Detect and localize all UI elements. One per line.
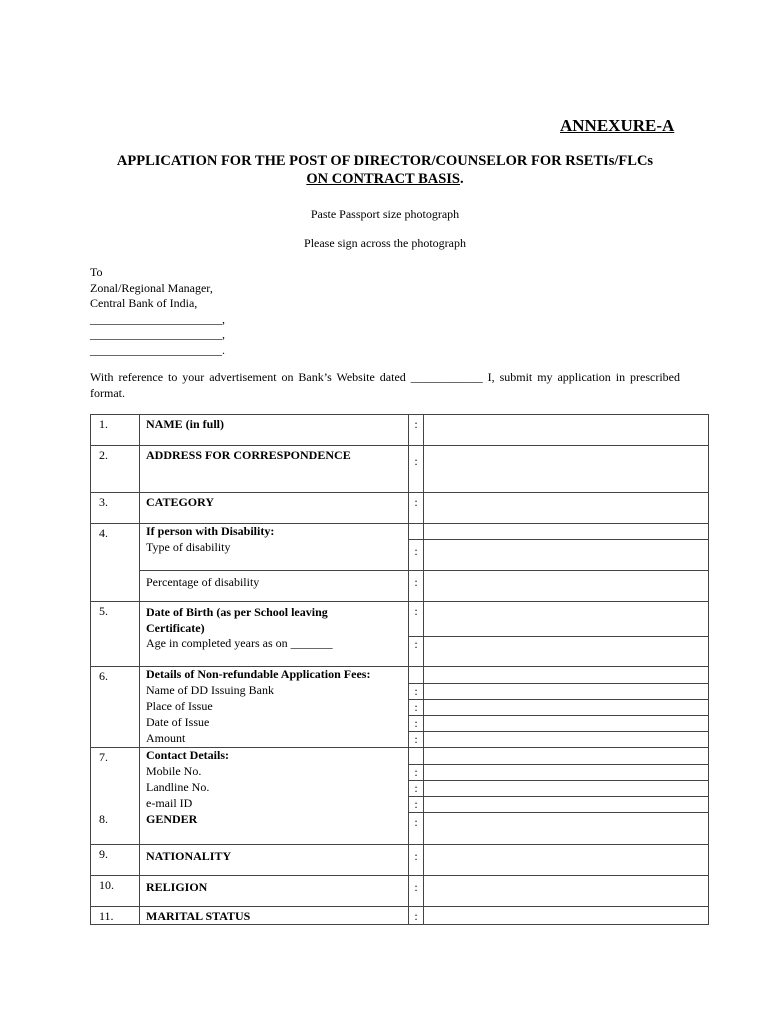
table-row	[91, 875, 709, 906]
colon-empty	[409, 666, 424, 683]
addressee-blank2: ______________________,	[90, 327, 225, 341]
addressee-blank3: ______________________.	[90, 342, 225, 357]
table-row	[91, 844, 709, 875]
table-row	[91, 666, 709, 683]
fees-header-cell	[424, 666, 709, 683]
row-number: 9.	[91, 844, 140, 875]
field-label-gender: GENDER	[140, 812, 409, 844]
field-label-date-of-issue: Date of Issue	[140, 715, 409, 731]
field-label-dob	[140, 602, 409, 637]
table-row	[91, 571, 709, 602]
field-label-contact: Contact Details:	[140, 747, 409, 764]
field-label-address: ADDRESS FOR CORRESPONDENCE	[140, 446, 409, 493]
colon: :	[409, 602, 424, 637]
field-label-amount: Amount	[140, 731, 409, 747]
colon: :	[409, 699, 424, 715]
table-row	[91, 602, 709, 637]
religion-input-cell[interactable]	[424, 875, 709, 906]
disability-header-cell	[424, 524, 709, 540]
colon: :	[409, 446, 424, 493]
row-number: 11.	[91, 906, 140, 924]
row-number: 10.	[91, 875, 140, 906]
colon: :	[409, 780, 424, 796]
addressee-to: To	[90, 265, 103, 279]
address-input-cell[interactable]	[424, 446, 709, 493]
colon: :	[409, 683, 424, 699]
colon: :	[409, 796, 424, 812]
field-label-nationality: NATIONALITY	[140, 844, 409, 875]
row-number: 1.	[91, 415, 140, 446]
field-label-name: NAME (in full)	[140, 415, 409, 446]
age-input-cell[interactable]	[424, 636, 709, 666]
name-input-cell[interactable]	[424, 415, 709, 446]
gender-input-cell[interactable]	[424, 812, 709, 844]
addressee-line1: Zonal/Regional Manager,	[90, 280, 213, 295]
field-label-disability-percentage: Percentage of disability	[140, 571, 409, 602]
form-title-line1: APPLICATION FOR THE POST OF DIRECTOR/COUNSELOR FOR RSETIs/FLCs	[116, 153, 654, 169]
colon: :	[409, 844, 424, 875]
addressee-blank1: ______________________,	[90, 311, 225, 326]
sign-instruction: Please sign across the photograph	[304, 236, 466, 250]
category-input-cell[interactable]	[424, 493, 709, 524]
row-number: 8.	[91, 812, 140, 844]
table-row	[91, 796, 709, 812]
amount-input-cell[interactable]	[424, 731, 709, 747]
table-row	[91, 699, 709, 715]
table-row	[91, 715, 709, 731]
colon: :	[409, 715, 424, 731]
colon: :	[409, 636, 424, 666]
annexure-label: ANNEXURE-A	[560, 116, 675, 135]
field-label-place-of-issue: Place of Issue	[140, 699, 409, 715]
colon-empty	[409, 524, 424, 540]
table-row	[91, 446, 709, 493]
dob-label-line2: Certificate)	[146, 621, 205, 635]
field-label-mobile: Mobile No.	[140, 764, 409, 780]
colon: :	[409, 571, 424, 602]
marital-status-input-cell[interactable]	[424, 906, 709, 924]
disability-type-input-cell[interactable]	[424, 540, 709, 571]
dob-input-cell[interactable]	[424, 602, 709, 637]
row-number: 4.	[91, 524, 140, 602]
disability-percentage-input-cell[interactable]	[424, 571, 709, 602]
contact-header-cell	[424, 747, 709, 764]
row-number: 3.	[91, 493, 140, 524]
mobile-input-cell[interactable]	[424, 764, 709, 780]
table-row	[91, 493, 709, 524]
dob-label-line1: Date of Birth (as per School leaving	[146, 605, 328, 619]
colon: :	[409, 906, 424, 924]
field-label-marital-status: MARITAL STATUS	[140, 906, 409, 924]
row-number: 5.	[91, 602, 140, 667]
row-number: 2.	[91, 446, 140, 493]
form-title-line2	[0, 171, 770, 188]
field-label-dd-bank: Name of DD Issuing Bank	[140, 683, 409, 699]
table-row	[91, 415, 709, 446]
date-of-issue-input-cell[interactable]	[424, 715, 709, 731]
table-row	[91, 683, 709, 699]
field-label-category: CATEGORY	[140, 493, 409, 524]
colon: :	[409, 540, 424, 571]
field-label-landline: Landline No.	[140, 780, 409, 796]
table-row	[91, 747, 709, 764]
photo-instruction: Paste Passport size photograph	[310, 207, 460, 221]
table-row	[91, 906, 709, 924]
row-number: 6.	[91, 666, 140, 747]
addressee-line2: Central Bank of India,	[90, 296, 198, 310]
application-form-table	[90, 414, 709, 925]
table-row	[91, 780, 709, 796]
colon: :	[409, 812, 424, 844]
email-input-cell[interactable]	[424, 796, 709, 812]
field-label-disability-type: Type of disability	[140, 540, 409, 571]
colon: :	[409, 875, 424, 906]
table-row	[91, 812, 709, 844]
reference-paragraph: With reference to your advertisement on Bank’s Website dated ____________ I, submit my application in prescribed format.	[90, 370, 680, 400]
field-label-email: e-mail ID	[140, 796, 409, 812]
colon: :	[409, 764, 424, 780]
form-title-contract: ON CONTRACT BASIS	[306, 171, 460, 187]
field-label-fees: Details of Non-refundable Application Fees:	[140, 666, 409, 683]
row-number: 7.	[91, 747, 140, 812]
table-row	[91, 764, 709, 780]
addressee-block	[90, 265, 225, 358]
form-title-period: .	[460, 171, 464, 187]
nationality-input-cell[interactable]	[424, 844, 709, 875]
place-of-issue-input-cell[interactable]	[424, 699, 709, 715]
colon-empty	[409, 747, 424, 764]
field-label-disability: If person with Disability:	[140, 524, 409, 540]
field-label-age: Age in completed years as on _______	[140, 636, 409, 666]
table-row	[91, 524, 709, 540]
field-label-religion: RELIGION	[140, 875, 409, 906]
colon: :	[409, 731, 424, 747]
table-row	[91, 636, 709, 666]
table-row	[91, 540, 709, 571]
table-row	[91, 731, 709, 747]
landline-input-cell[interactable]	[424, 780, 709, 796]
colon: :	[409, 415, 424, 446]
colon: :	[409, 493, 424, 524]
dd-bank-input-cell[interactable]	[424, 683, 709, 699]
